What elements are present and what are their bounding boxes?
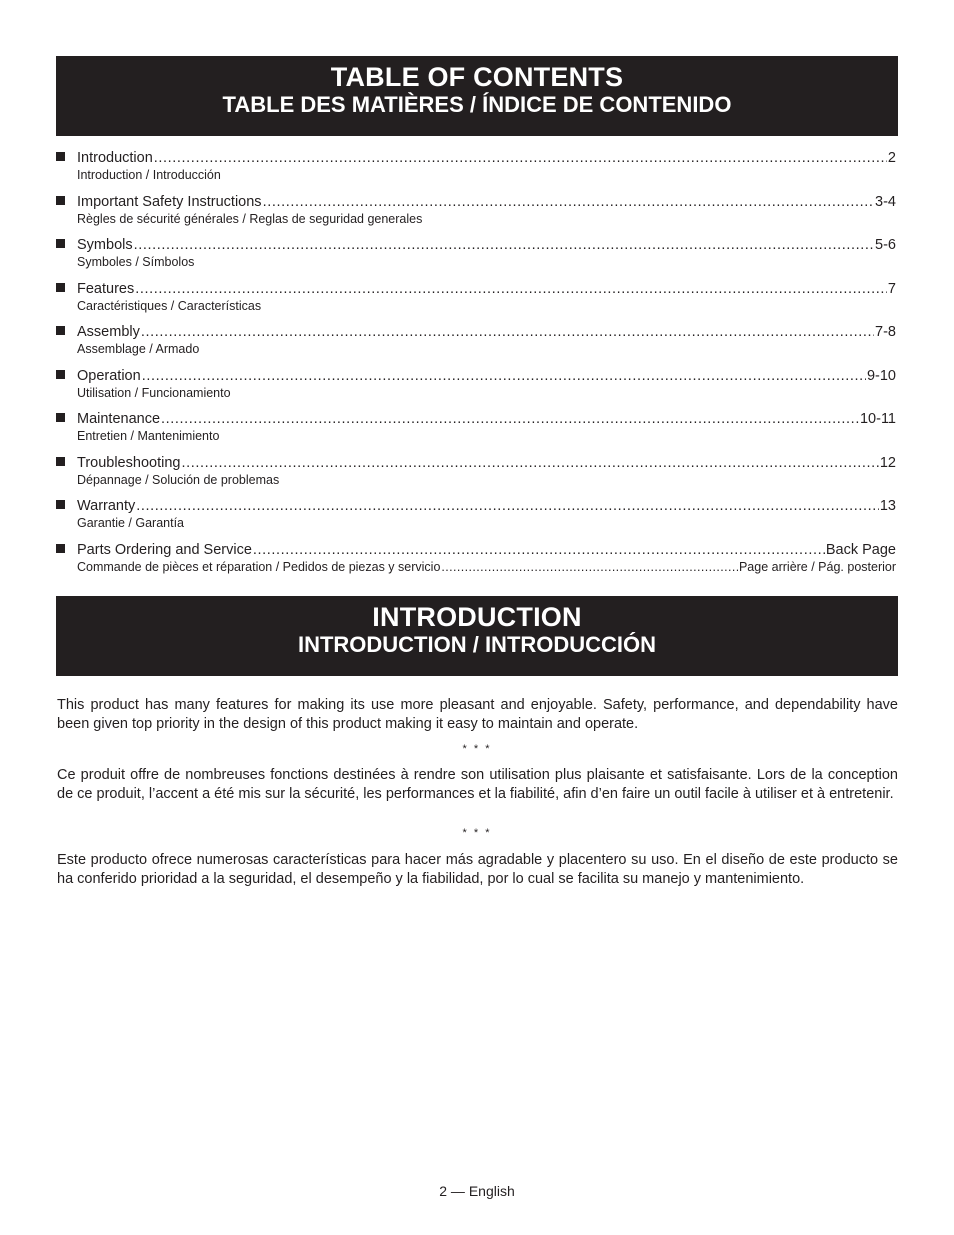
toc-page: 3-4 [875,193,896,210]
toc-page: 12 [879,454,896,471]
toc-label: Introduction [77,150,153,166]
toc-sub-label: Garantie / Garantía [77,516,185,530]
toc-entry-symbols[interactable] [56,236,896,280]
square-bullet-icon [56,500,65,509]
toc-subtitle: TABLE DES MATIÈRES / ÍNDICE DE CONTENIDO [222,92,732,117]
toc-sub-label: Assemblage / Armado [77,342,200,356]
toc-sub-label: Utilisation / Funcionamiento [77,385,231,400]
intro-paragraph-spanish: Este producto ofrece numerosas características para hacer más agradable y placentero su uso. En el diseño de este producto se ha conferido prioridad a la seguridad, el desempeño y la fiabilidad, por lo cual se facilita su manejo y mantenimiento. [57,852,898,887]
toc-label: Symbols [77,237,133,253]
toc-entry-warranty[interactable] [56,497,896,541]
toc-label: Operation [77,367,141,384]
dot-leader [161,410,859,428]
dot-leader [441,559,738,575]
separator: * * * [462,743,492,755]
dot-leader [135,280,887,298]
toc-sub-label: Introduction / Introducción [77,168,221,182]
dot-leader [136,497,879,515]
toc-entry-troubleshooting[interactable] [56,454,896,498]
square-bullet-icon [56,413,65,422]
toc-sub-label: Règles de sécurité générales / Reglas de seguridad generales [77,211,423,226]
toc-label: Features [77,280,135,297]
toc-entry-introduction[interactable] [56,149,896,193]
intro-paragraph-english: This product has many features for making its use more pleasant and enjoyable. Safety, performance, and dependability have been given top priority in the design of this product making it easy to maintain and operate. [57,697,898,732]
toc-entry-safety[interactable] [56,193,896,237]
intro-paragraph-french: Ce produit offre de nombreuses fonctions destinées à rendre son utilisation plus plaisante et satisfaisante. Lors de la conception de ce produit, l’accent a été mis sur la sécurité, les performances et la fiabilité, afin d’en faire un outil facile à utiliser et à entretenir. [57,767,898,802]
toc-page: Back Page [825,541,896,558]
toc-label: Troubleshooting [77,454,181,471]
toc-page: 5-6 [875,237,896,253]
square-bullet-icon [56,283,65,292]
dot-leader [154,149,887,167]
toc-sub-label: Dépannage / Solución de problemas [77,472,280,487]
page-footer: 2 — English [439,1183,515,1199]
toc-sub-label: Commande de pièces et réparation / Pedidos de piezas y servicio [77,559,441,574]
toc-entry-operation[interactable] [56,367,896,411]
dot-leader [181,454,878,472]
dot-leader [134,236,874,254]
square-bullet-icon [56,196,65,205]
intro-subtitle: INTRODUCTION / INTRODUCCIÓN [297,632,657,657]
toc-entry-assembly[interactable] [56,323,896,367]
toc-label: Assembly [77,324,140,340]
toc-banner [56,56,898,136]
square-bullet-icon [56,152,65,161]
toc-page: 9-10 [866,367,896,384]
toc-entry-parts-ordering[interactable] [56,541,896,585]
square-bullet-icon [56,457,65,466]
separator: * * * [462,827,492,839]
dot-leader [141,323,874,341]
toc-sub-label: Entretien / Mantenimiento [77,429,220,443]
toc-page: 10-11 [859,411,896,427]
toc-label: Warranty [77,498,136,514]
toc-title: TABLE OF CONTENTS [330,62,624,92]
dot-leader [253,541,825,559]
square-bullet-icon [56,326,65,335]
toc-page: 7-8 [875,324,896,340]
toc-sub-line [77,559,896,575]
square-bullet-icon [56,544,65,553]
toc-page: 13 [879,498,896,514]
toc-label: Parts Ordering and Service [77,541,252,558]
square-bullet-icon [56,239,65,248]
toc-list [56,149,896,584]
toc-page: 7 [887,280,896,297]
square-bullet-icon [56,370,65,379]
toc-entry-maintenance[interactable] [56,410,896,454]
toc-label: Maintenance [77,411,161,427]
toc-entry-features[interactable] [56,280,896,324]
toc-label: Important Safety Instructions [77,193,262,210]
toc-sub-page: Page arrière / Pág. posterior [738,559,896,574]
toc-sub-label: Caractéristiques / Características [77,298,262,313]
dot-leader [142,367,866,385]
dot-leader [263,193,874,211]
toc-page: 2 [887,150,896,166]
toc-sub-label: Symboles / Símbolos [77,255,195,269]
intro-banner [56,596,898,676]
intro-title: INTRODUCTION [372,602,582,632]
